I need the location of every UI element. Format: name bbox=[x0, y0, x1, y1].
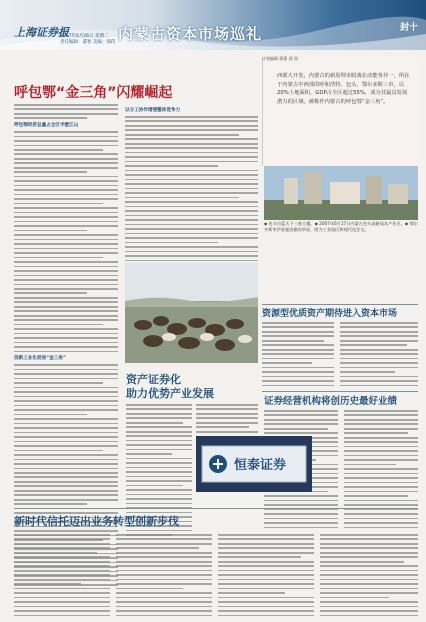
section-headline: 新时代信托迈出业务转型创新步伐 bbox=[14, 515, 179, 528]
sub-heading: 创新工业化促进“金三角” bbox=[14, 356, 66, 362]
section-5-column-2 bbox=[116, 534, 212, 619]
editor-line: 计划编辑 蒋强 邵 瑶 bbox=[262, 56, 298, 61]
sign-text: 恒泰证券 bbox=[234, 458, 287, 473]
section-headline: 证券经营机构将创历史最好业绩 bbox=[264, 396, 398, 407]
city-photo bbox=[264, 166, 418, 220]
section-divider bbox=[262, 391, 418, 392]
section-5-column-1 bbox=[14, 534, 110, 619]
masthead-banner bbox=[0, 0, 426, 50]
section-headline: 资源型优质资产期待进入资本市场 bbox=[262, 309, 398, 319]
section-divider bbox=[262, 304, 418, 305]
main-headline: 呼包鄂“金三角”闪耀崛起 bbox=[14, 85, 173, 101]
sub-heading: 以分工协作增强整体竞争力 bbox=[125, 108, 181, 113]
securities-sign-photo bbox=[196, 436, 312, 492]
page-number: 封十 bbox=[399, 23, 418, 33]
section-4-column-2 bbox=[344, 410, 418, 531]
editor-credit-line: 责任编辑：董智 美编：邵伟 bbox=[60, 40, 116, 45]
section-headline: 资产证券化 助力优势产业发展 bbox=[126, 373, 214, 400]
newspaper-logo: 上海证券报 bbox=[14, 26, 69, 39]
article-column-2 bbox=[125, 104, 258, 268]
sub-heading: 呼包鄂经济总量占全区半壁江山 bbox=[14, 123, 79, 129]
horse-herd-photo bbox=[125, 263, 258, 363]
section-2-column-2 bbox=[340, 322, 418, 389]
section-5-column-3 bbox=[218, 534, 314, 619]
highlight-text: 西部大开发，内蒙古的新原埋本脱离在动能各异一，所在于内蒙古中西部的呼和浩特、包头、鄂尔多斯三市，以20%土地面积，GDP占全区超过55%，成为其最具发展潜力的区域，被称作内蒙古的呼包鄂“金三角”。 bbox=[277, 73, 410, 105]
photo-caption: ◆ 包头市蓝天下三座大楼。◆ 2007年6月17日内蒙古包头高新技术产业区。◆ 鄂尔多斯市伊金霍洛旗的草原，图为工业园区和现代化住宅。 bbox=[264, 221, 418, 232]
date-line: 2007年6月26日 星期二 bbox=[60, 34, 109, 39]
section-2-column-1 bbox=[262, 322, 334, 389]
section-3-column-2 bbox=[196, 404, 258, 435]
highlight-box bbox=[262, 58, 418, 166]
section-divider bbox=[14, 508, 418, 509]
issue-date bbox=[60, 34, 115, 46]
section-title: 内蒙古资本市场巡礼 bbox=[118, 25, 263, 43]
section-5-column-4 bbox=[320, 534, 418, 619]
